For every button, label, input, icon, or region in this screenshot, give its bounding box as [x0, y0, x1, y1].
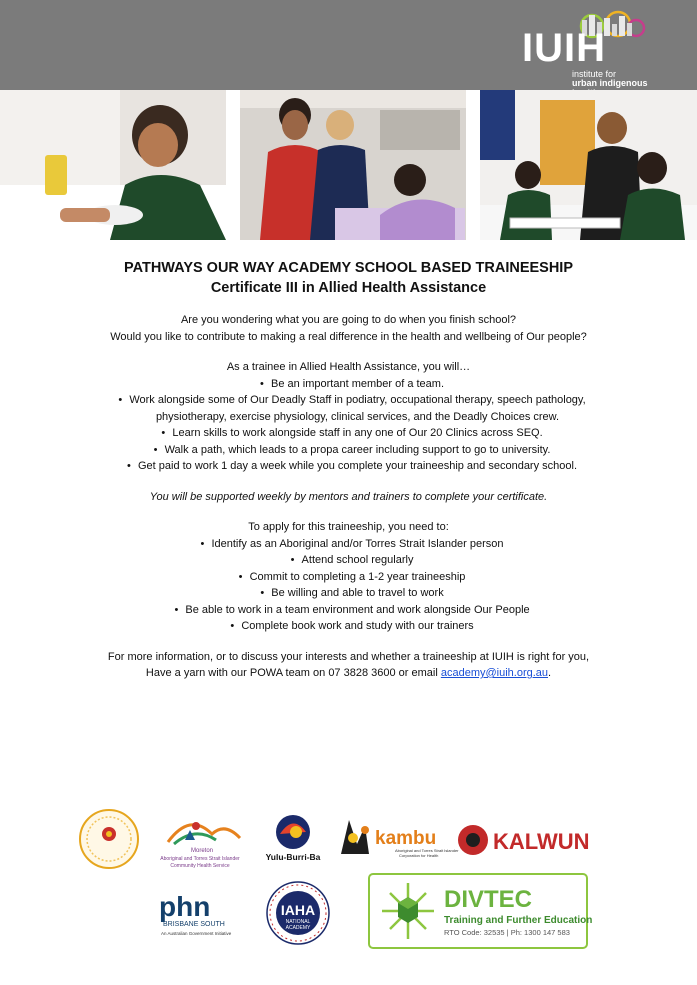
list-item-text: physiotherapy, exercise physiology, clinical services, and the Deadly Choices crew. [155, 410, 560, 423]
list-item: • Be an important member of a team. [260, 377, 445, 390]
photo-strip [0, 90, 697, 240]
spacer [0, 475, 697, 489]
logo-tagline-line1: institute for [572, 69, 617, 79]
moreton-line2: Community Health Service [170, 863, 230, 869]
list-item-text: Be able to work in a team environment and work alongside Our People [185, 603, 530, 616]
photo-trainees-patient [240, 90, 466, 240]
list-item-text: Complete book work and study with our trainers [241, 620, 474, 632]
apply-lead: To apply for this traineeship, you need to: [248, 521, 449, 533]
phn-logo [155, 888, 245, 938]
kambu-name: kambu [375, 828, 437, 849]
logo-tagline-line2: urban indigenous [572, 78, 648, 89]
yulu-burri-ba-logo [260, 812, 326, 870]
intro-line-2: Would you like to contribute to making a real difference in the health and wellbeing of Our people? [110, 330, 587, 343]
list-item: • Commit to completing a 1-2 year traineeship [238, 570, 466, 583]
iaha-line2: ACADEMY [285, 925, 311, 931]
atsichs-logo [78, 808, 140, 870]
list-item-text: Be an important member of a team. [270, 377, 445, 390]
photo-trainees-study [480, 90, 697, 240]
list-item-text: Walk a path, which leads to a propa career including support to go to university. [164, 443, 551, 456]
iaha-logo [256, 880, 340, 946]
email-link[interactable]: academy@iuih.org.au [440, 667, 549, 679]
contact-line-1: For more information, or to discuss your interests and whether a traineeship at IUIH is right for you, [107, 650, 590, 663]
yulu-name: Yulu-Burri-Ba [265, 852, 321, 862]
partner-logos [0, 800, 697, 980]
kalwun-logo [455, 820, 610, 860]
logo-wordmark: IUIH [522, 26, 606, 70]
kambu-line1: Aboriginal and Torres Strait Islander [395, 848, 459, 853]
list-item-text: Commit to completing a 1-2 year traineeship [249, 570, 466, 583]
moreton-logo [150, 812, 250, 870]
kambu-logo [335, 814, 459, 864]
list-item-text: Learn skills to work alongside staff in any one of Our 20 Clinics across SEQ. [172, 427, 543, 439]
phn-name: phn [159, 891, 211, 922]
contact-text: Have a yarn with our POWA team on 07 3828 3600 or email [145, 667, 441, 679]
divtec-name: DIVTEC [444, 886, 533, 913]
support-statement: You will be supported weekly by mentors and trainers to complete your certificate. [149, 490, 548, 503]
photo-trainee-desk [0, 90, 226, 240]
kalwun-name: KALWUN [493, 829, 590, 854]
divtec-logo [368, 873, 593, 949]
document-title: PATHWAYS OUR WAY ACADEMY SCHOOL BASED TRAINEESHIP [123, 260, 574, 276]
list-item: • Work alongside some of Our Deadly Staff in podiatry, occupational therapy, speech pathology, [118, 394, 586, 406]
iuih-logo [522, 12, 657, 88]
list-item: • Walk a path, which leads to a propa career including support to go to university. [153, 443, 551, 456]
list-item-text: Work alongside some of Our Deadly Staff in podiatry, occupational therapy, speech pathology, [129, 394, 586, 406]
list-item: • Identify as an Aboriginal and/or Torres Strait Islander person [200, 537, 504, 550]
divtec-line2: RTO Code: 32535 | Ph: 1300 147 583 [444, 928, 570, 937]
trainee-lead: As a trainee in Allied Health Assistance, you will… [226, 361, 471, 373]
list-item: • Attend school regularly [290, 554, 414, 566]
phn-tag: An Australian Government Initiative [161, 931, 232, 936]
divtec-line1: Training and Further Education [444, 915, 593, 926]
moreton-line1: Aboriginal and Torres Strait Islander [160, 856, 240, 862]
contact-line-2 [0, 665, 697, 682]
intro-line-1: Are you wondering what you are going to do when you finish school? [180, 314, 517, 326]
apply-list [0, 536, 697, 635]
document-subtitle: Certificate III in Allied Health Assistance [210, 280, 487, 296]
list-item-text: Identify as an Aboriginal and/or Torres Strait Islander person [211, 537, 504, 550]
spacer [0, 505, 697, 519]
list-item-text: Attend school regularly [301, 554, 414, 566]
iaha-line1: NATIONAL [285, 919, 311, 925]
moreton-name: Moreton [190, 848, 214, 854]
list-item-continuation [0, 409, 697, 426]
trainee-list [0, 376, 697, 475]
iaha-name: IAHA [280, 902, 316, 918]
spacer [0, 298, 697, 312]
spacer [0, 345, 697, 359]
document-body [0, 258, 697, 682]
spacer [0, 635, 697, 649]
list-item: • Complete book work and study with our trainers [230, 620, 474, 632]
phn-region: BRISBANE SOUTH [163, 921, 225, 928]
contact-suffix: . [548, 667, 552, 679]
list-item: • Be willing and able to travel to work [260, 587, 444, 599]
list-item-text: Be willing and able to travel to work [271, 587, 444, 599]
kambu-line2: Corporation for Health [399, 853, 439, 858]
list-item: • Learn skills to work alongside staff in any one of Our 20 Clinics across SEQ. [161, 427, 543, 439]
list-item: • Be able to work in a team environment and work alongside Our People [174, 603, 530, 616]
list-item: • Get paid to work 1 day a week while you complete your traineeship and secondary school. [127, 460, 578, 472]
list-item-text: Get paid to work 1 day a week while you complete your traineeship and secondary school. [137, 460, 578, 472]
header-banner [0, 0, 697, 90]
